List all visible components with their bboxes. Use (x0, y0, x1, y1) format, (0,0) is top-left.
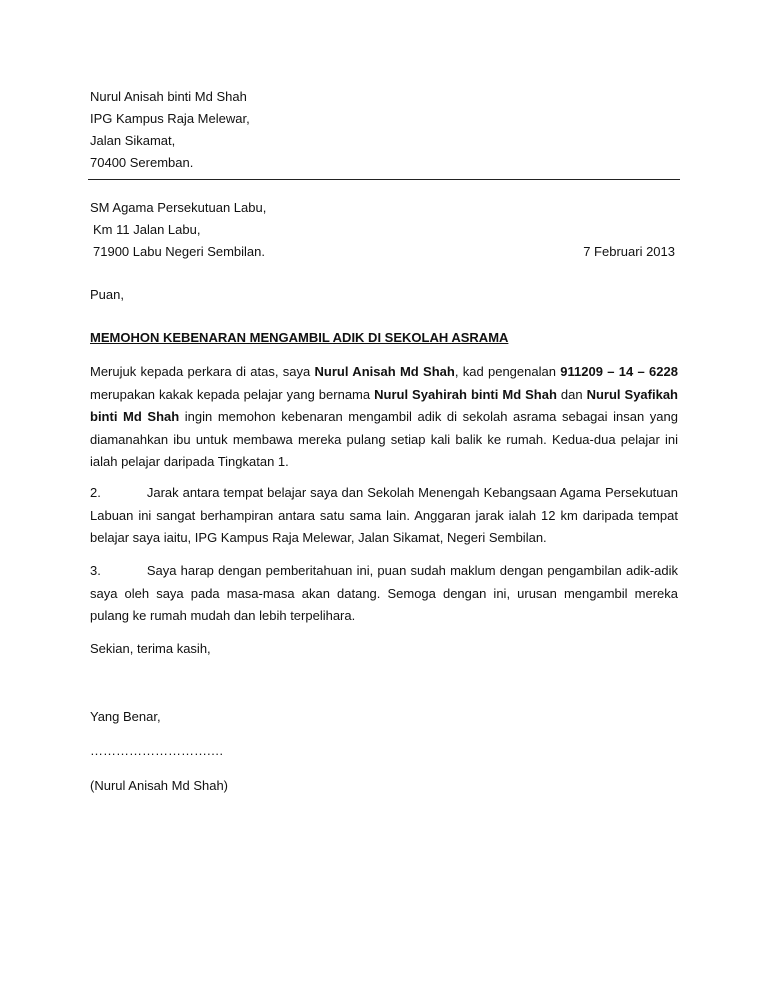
letter-subject: MEMOHON KEBENARAN MENGAMBIL ADIK DI SEKOLAH ASRAMA (90, 330, 509, 345)
sender-address-line-4: 70400 Seremban. (90, 155, 194, 170)
p1-text-5: ingin memohon kebenaran mengambil adik di sekolah asrama sebagai insan yang diamanahkan ibu untuk membawa mereka pulang setiap kali balik ke rumah. Kedua-dua pelajar ini ialah pelajar daripada Tingkatan 1. (90, 409, 678, 469)
paragraph-3 (90, 560, 678, 628)
p1-text-4: dan (556, 386, 587, 402)
sign-off: Yang Benar, (90, 709, 161, 724)
salutation: Puan, (90, 287, 124, 302)
letter-date: 7 Februari 2013 (583, 244, 675, 259)
sender-address-line-3: Jalan Sikamat, (90, 133, 176, 148)
paragraph-2 (90, 482, 678, 550)
p2-number: 2. (90, 485, 101, 500)
recipient-line-1: SM Agama Persekutuan Labu, (90, 200, 267, 215)
p1-student-1: Nurul Syahirah binti Md Shah (374, 386, 557, 402)
p1-ic-number: 911209 – 14 – 6228 (560, 364, 678, 379)
sender-address-line-2: IPG Kampus Raja Melewar, (90, 111, 250, 126)
paragraph-1 (90, 361, 678, 474)
p2-text: Jarak antara tempat belajar saya dan Sekolah Menengah Kebangsaan Agama Persekutuan Labuan ini sangat berhampiran antara satu sama lain. Anggaran jarak ialah 12 km daripada tempat belajar saya iaitu, IPG Kampus Raja Melewar, Jalan Sikamat, Negeri Sembilan. (90, 485, 678, 545)
sender-name: Nurul Anisah binti Md Shah (90, 89, 247, 104)
recipient-line-2: Km 11 Jalan Labu, (93, 222, 201, 237)
p3-number: 3. (90, 563, 101, 578)
signer-name: (Nurul Anisah Md Shah) (90, 778, 229, 793)
closing: Sekian, terima kasih, (90, 641, 211, 656)
signature-line: ……………………….… (90, 743, 224, 758)
p1-text-1: Merujuk kepada perkara di atas, saya (90, 364, 315, 379)
p1-applicant-name: Nurul Anisah Md Shah (314, 364, 455, 379)
recipient-line-3: 71900 Labu Negeri Sembilan. (93, 244, 266, 259)
p1-text-2: , kad pengenalan (454, 364, 561, 379)
p1-text-3: merupakan kakak kepada pelajar yang bernama (90, 386, 375, 402)
p3-text: Saya harap dengan pemberitahuan ini, puan sudah maklum dengan pengambilan adik-adik saya oleh saya pada masa-masa akan datang. Semoga dengan ini, urusan mengambil mereka pulang ke rumah mudah dan lebih terpelihara. (90, 563, 678, 623)
header-divider (88, 179, 680, 180)
p1-student-2: Nurul Syafikah binti Md Shah (90, 386, 678, 424)
